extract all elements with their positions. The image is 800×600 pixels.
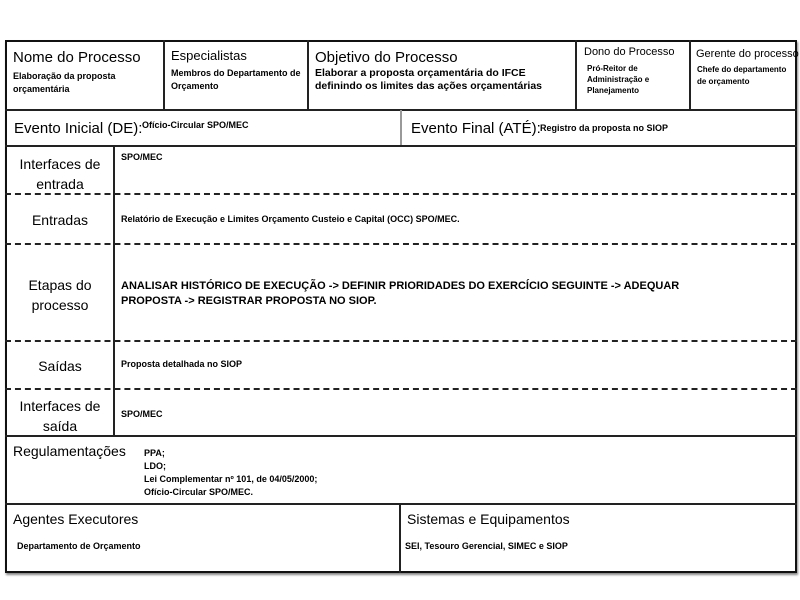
regulamentacao-item: Lei Complementar nº 101, de 04/05/2000;: [144, 474, 318, 484]
divider: [307, 40, 309, 110]
objetivo-label: Objetivo do Processo: [315, 49, 458, 66]
divider: [5, 435, 797, 437]
divider: [689, 40, 691, 110]
etapas-label: Etapas do processo: [28, 277, 92, 313]
objetivo-value: Elaborar a proposta orçamentária do IFCE definindo os limites das ações orçamentárias: [315, 67, 542, 92]
divider: [5, 145, 797, 147]
divider: [113, 145, 115, 435]
divider: [163, 40, 165, 110]
divider: [399, 503, 401, 573]
divider: [5, 503, 797, 505]
divider: [5, 340, 797, 342]
regulamentacoes-list: [144, 447, 317, 499]
etapas-value: ANALISAR HISTÓRICO DE EXECUÇÃO -> DEFINIR PRIORIDADES DO EXERCÍCIO SEGUINTE -> ADEQUAR PROPOSTA -> REGISTRAR PROPOSTA NO SIOP.: [121, 280, 680, 307]
evento-final-label: Evento Final (ATÉ):: [411, 120, 541, 137]
especialistas-label: Especialistas: [171, 48, 247, 63]
evento-final-value: Registro da proposta no SIOP: [540, 123, 669, 133]
gerente-label: Gerente do processo: [696, 48, 799, 60]
sistemas-value: SEI, Tesouro Gerencial, SIMEC e SIOP: [405, 541, 568, 551]
divider: [5, 388, 797, 390]
divider: [575, 40, 577, 110]
divider: [5, 193, 797, 195]
divider: [400, 110, 402, 145]
agentes-value: Departamento de Orçamento: [17, 541, 141, 551]
interfaces-entrada-value: SPO/MEC: [121, 152, 163, 162]
agentes-label: Agentes Executores: [13, 511, 139, 527]
nome-label: Nome do Processo: [13, 49, 141, 66]
interfaces-saida-value: SPO/MEC: [121, 409, 163, 419]
regulamentacao-item: PPA;: [144, 448, 165, 458]
gerente-value: Chefe do departamento de orçamento: [697, 65, 787, 86]
regulamentacao-item: LDO;: [144, 461, 166, 471]
dono-value: Pró-Reitor de Administração e Planejamento: [587, 64, 650, 95]
regulamentacoes-label: Regulamentações: [13, 443, 126, 459]
interfaces-entrada-label: Interfaces de entrada: [19, 156, 101, 192]
nome-value: Elaboração da proposta orçamentária: [13, 71, 116, 94]
dono-label: Dono do Processo: [584, 46, 675, 58]
evento-inicial-value: Ofício-Circular SPO/MEC: [142, 120, 249, 130]
divider: [5, 243, 797, 245]
regulamentacao-item: Ofício-Circular SPO/MEC.: [144, 487, 254, 497]
entradas-value: Relatório de Execução e Limites Orçamento Custeio e Capital (OCC) SPO/MEC.: [121, 214, 460, 224]
interfaces-saida-label: Interfaces de saída: [19, 398, 101, 434]
saidas-value: Proposta detalhada no SIOP: [121, 359, 243, 369]
especialistas-value: Membros do Departamento de Orçamento: [171, 68, 301, 91]
evento-inicial-label: Evento Inicial (DE):: [14, 120, 143, 137]
sistemas-label: Sistemas e Equipamentos: [407, 511, 570, 527]
saidas-label: Saídas: [38, 358, 82, 374]
entradas-label: Entradas: [31, 212, 89, 228]
